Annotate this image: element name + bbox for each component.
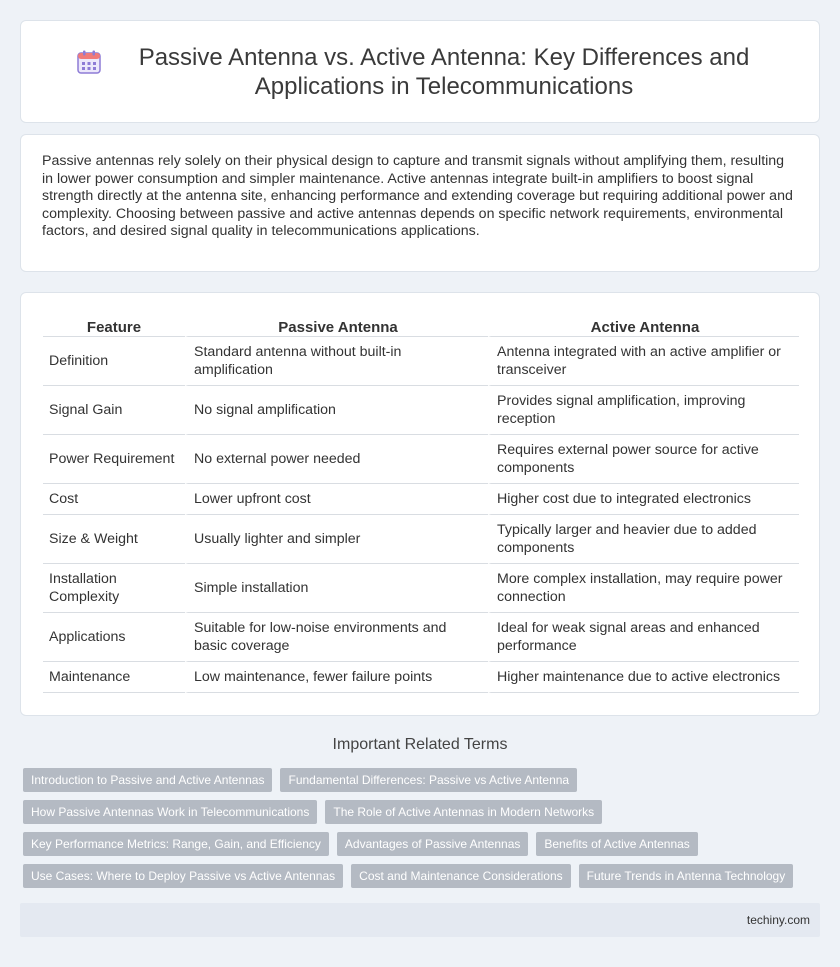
header-feature: Feature bbox=[43, 311, 185, 337]
tag-row bbox=[23, 800, 813, 824]
table-row bbox=[43, 435, 799, 484]
footer bbox=[20, 903, 820, 937]
row-active: Typically larger and heavier due to added components bbox=[488, 515, 799, 564]
row-passive: Standard antenna without built-in amplification bbox=[185, 337, 488, 386]
row-feature: Cost bbox=[43, 484, 185, 515]
related-terms-tags bbox=[23, 768, 813, 896]
row-feature: Applications bbox=[43, 613, 185, 662]
comparison-table-card bbox=[20, 292, 820, 716]
comparison-table bbox=[43, 311, 799, 693]
calendar-icon bbox=[76, 49, 102, 75]
title-wrap bbox=[76, 43, 764, 101]
row-feature: Signal Gain bbox=[43, 386, 185, 435]
table-row bbox=[43, 337, 799, 386]
tag-row bbox=[23, 864, 813, 888]
header-passive-antenna: Passive Antenna bbox=[185, 311, 488, 337]
row-feature: Definition bbox=[43, 337, 185, 386]
row-feature: Installation Complexity bbox=[43, 564, 185, 613]
row-feature: Power Requirement bbox=[43, 435, 185, 484]
table-row bbox=[43, 386, 799, 435]
row-active: Ideal for weak signal areas and enhanced performance bbox=[488, 613, 799, 662]
related-term-tag[interactable]: Key Performance Metrics: Range, Gain, and Efficiency bbox=[23, 832, 329, 856]
row-passive: No external power needed bbox=[185, 435, 488, 484]
row-active: Requires external power source for active components bbox=[488, 435, 799, 484]
intro-paragraph: Passive antennas rely solely on their physical design to capture and transmit signals without amplifying them, resulting in lower power consumption and simpler maintenance. Active antennas integrate built-in amplifiers to boost signal strength directly at the antenna site, enhancing performance and extending coverage but requiring additional power and complexity. Choosing between passive and active antennas depends on specific network requirements, environmental factors, and desired signal quality in telecommunications applications. bbox=[42, 153, 793, 240]
tag-row bbox=[23, 768, 813, 792]
row-active: Antenna integrated with an active amplifier or transceiver bbox=[488, 337, 799, 386]
table-row bbox=[43, 564, 799, 613]
table-header-row bbox=[43, 311, 799, 337]
related-term-tag[interactable]: How Passive Antennas Work in Telecommunications bbox=[23, 800, 317, 824]
table-row bbox=[43, 484, 799, 515]
page-title: Passive Antenna vs. Active Antenna: Key Differences and Applications in Telecommunications bbox=[138, 43, 750, 100]
header-active-antenna: Active Antenna bbox=[488, 311, 799, 337]
row-passive: Low maintenance, fewer failure points bbox=[185, 662, 488, 693]
table-row bbox=[43, 515, 799, 564]
related-terms-heading: Important Related Terms bbox=[332, 736, 508, 753]
table-row bbox=[43, 662, 799, 693]
row-passive: Suitable for low-noise environments and basic coverage bbox=[185, 613, 488, 662]
row-passive: Simple installation bbox=[185, 564, 488, 613]
related-term-tag[interactable]: The Role of Active Antennas in Modern Networks bbox=[325, 800, 602, 824]
row-feature: Maintenance bbox=[43, 662, 185, 693]
related-term-tag[interactable]: Advantages of Passive Antennas bbox=[337, 832, 528, 856]
row-passive: Lower upfront cost bbox=[185, 484, 488, 515]
tag-row bbox=[23, 832, 813, 856]
row-active: Higher maintenance due to active electronics bbox=[488, 662, 799, 693]
row-feature: Size & Weight bbox=[43, 515, 185, 564]
row-active: Provides signal amplification, improving reception bbox=[488, 386, 799, 435]
row-active: Higher cost due to integrated electronics bbox=[488, 484, 799, 515]
related-term-tag[interactable]: Future Trends in Antenna Technology bbox=[579, 864, 794, 888]
related-term-tag[interactable]: Introduction to Passive and Active Antennas bbox=[23, 768, 272, 792]
footer-site-link[interactable]: techiny.com bbox=[746, 913, 810, 927]
related-term-tag[interactable]: Benefits of Active Antennas bbox=[536, 832, 697, 856]
table-row bbox=[43, 613, 799, 662]
intro-card bbox=[20, 134, 820, 272]
row-active: More complex installation, may require power connection bbox=[488, 564, 799, 613]
related-term-tag[interactable]: Cost and Maintenance Considerations bbox=[351, 864, 570, 888]
title-card bbox=[20, 20, 820, 123]
related-term-tag[interactable]: Use Cases: Where to Deploy Passive vs Active Antennas bbox=[23, 864, 343, 888]
row-passive: No signal amplification bbox=[185, 386, 488, 435]
related-term-tag[interactable]: Fundamental Differences: Passive vs Active Antenna bbox=[280, 768, 577, 792]
row-passive: Usually lighter and simpler bbox=[185, 515, 488, 564]
